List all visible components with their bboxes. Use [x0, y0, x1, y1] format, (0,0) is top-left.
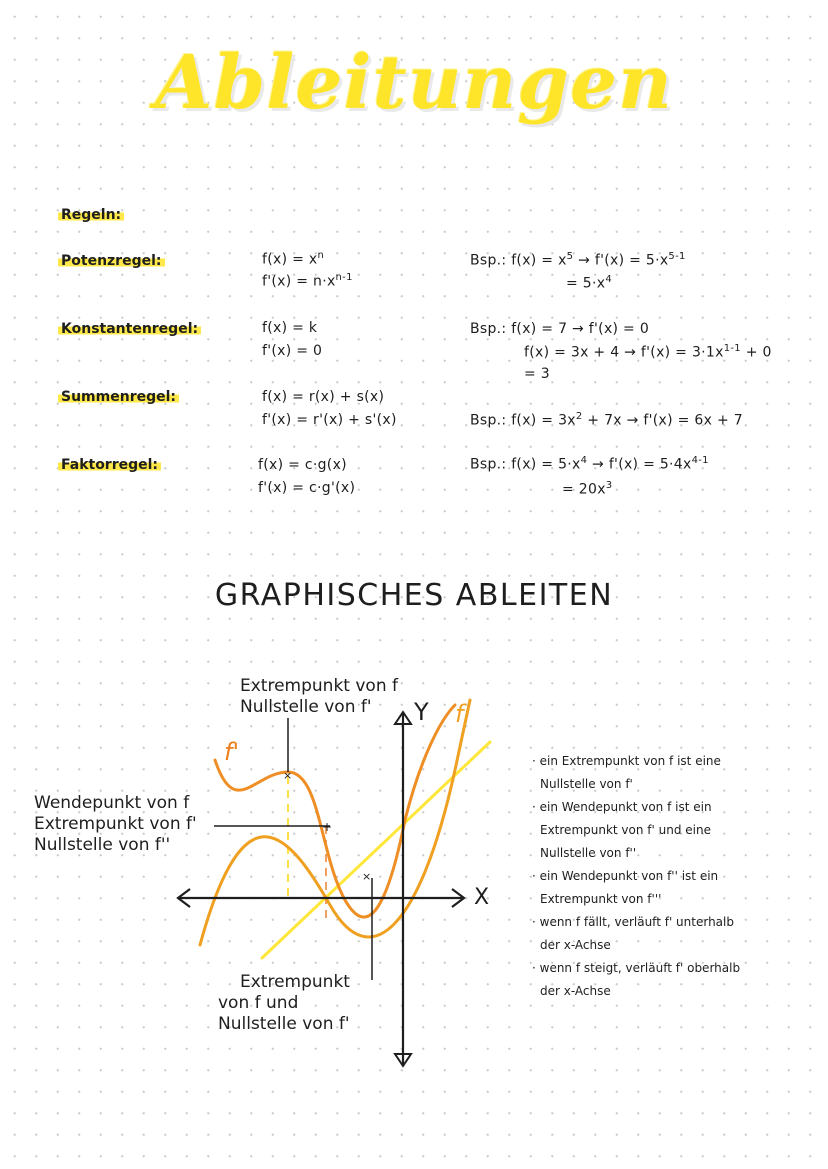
- x-axis-label: X: [474, 885, 490, 910]
- rule-power-formula: $f(x) = x^n$: [262, 250, 325, 268]
- rule-factor-formula: f(x) = c·g(x): [258, 457, 347, 473]
- annotation-top: Extrempunkt von f Nullstelle von f': [240, 676, 398, 717]
- rule-constant-derivative: f'(x) = 0: [262, 343, 323, 359]
- note-line: Extrempunkt von f''': [540, 892, 662, 906]
- rules-heading: Regeln:: [58, 207, 124, 223]
- rule-sum-example: Bsp.: $f(x) = 3x^2 + 7x \to f'(x) = 6x + 7$: [470, 411, 743, 429]
- rule-name-power: Potenzregel:: [58, 253, 165, 269]
- rule-power-example: Bsp.: $f(x) = x^5 \to f'(x) = 5\cdot x^{5-1}$: [470, 251, 686, 269]
- curve-f-label: f: [455, 700, 464, 728]
- curve-f-prime-label: f': [224, 738, 240, 766]
- annotation-bottom: Extrempunkt von f und Nullstelle von f': [218, 972, 350, 1034]
- rule-constant-example-2: $f(x) = 3x + 4 \to f'(x) = 3\cdot 1x^{1-1} + 0$: [524, 343, 772, 361]
- note-line: der x-Achse: [540, 984, 611, 998]
- y-axis-label: Y: [414, 698, 429, 726]
- rule-factor-example: Bsp.: $f(x) = 5\cdot x^4 \to f'(x) = 5\cdot 4x^{4-1}$: [470, 455, 709, 473]
- note-line: · ein Extrempunkt von f ist eine: [532, 754, 721, 768]
- rule-power-derivative: $f'(x) = n\cdot x^{n-1}$: [262, 272, 353, 290]
- rule-sum-derivative: f'(x) = r'(x) + s'(x): [262, 412, 397, 428]
- marker-max: ×: [283, 769, 293, 782]
- marker-inflection: +: [322, 820, 333, 834]
- note-line: · wenn f steigt, verläuft f' oberhalb: [532, 961, 741, 975]
- rule-name-factor: Faktorregel:: [58, 457, 161, 473]
- page-title: Ableitungen: [155, 40, 673, 126]
- rule-factor-derivative: f'(x) = c·g'(x): [258, 480, 356, 496]
- note-line: · ein Wendepunkt von f ist ein: [532, 800, 712, 814]
- section-title: GRAPHISCHES ABLEITEN: [214, 578, 614, 613]
- note-line: · ein Wendepunkt von f'' ist ein: [532, 869, 719, 883]
- rule-power-example-result: = $5\cdot x^4$: [566, 274, 612, 292]
- rule-factor-example-result: = $20x^3$: [562, 480, 613, 498]
- note-line: Nullstelle von f'': [540, 846, 637, 860]
- note-line: der x-Achse: [540, 938, 611, 952]
- marker-min: ×: [362, 870, 372, 883]
- rule-name-constant: Konstantenregel:: [58, 321, 201, 337]
- rule-sum-formula: f(x) = r(x) + s(x): [262, 389, 385, 405]
- notes-list: [532, 750, 740, 1003]
- rule-constant-formula: f(x) = k: [262, 320, 318, 336]
- rule-constant-example-result: = 3: [524, 366, 550, 382]
- note-line: Nullstelle von f': [540, 777, 633, 791]
- rule-constant-example: Bsp.: f(x) = 7 → f'(x) = 0: [470, 321, 650, 337]
- curve-f-prime: [200, 700, 470, 945]
- note-line: Extrempunkt von f' und eine: [540, 823, 711, 837]
- annotation-left: Wendepunkt von f Extrempunkt von f' Nullstelle von f'': [34, 793, 197, 855]
- rule-name-sum: Summenregel:: [58, 389, 179, 405]
- note-line: · wenn f fällt, verläuft f' unterhalb: [532, 915, 734, 929]
